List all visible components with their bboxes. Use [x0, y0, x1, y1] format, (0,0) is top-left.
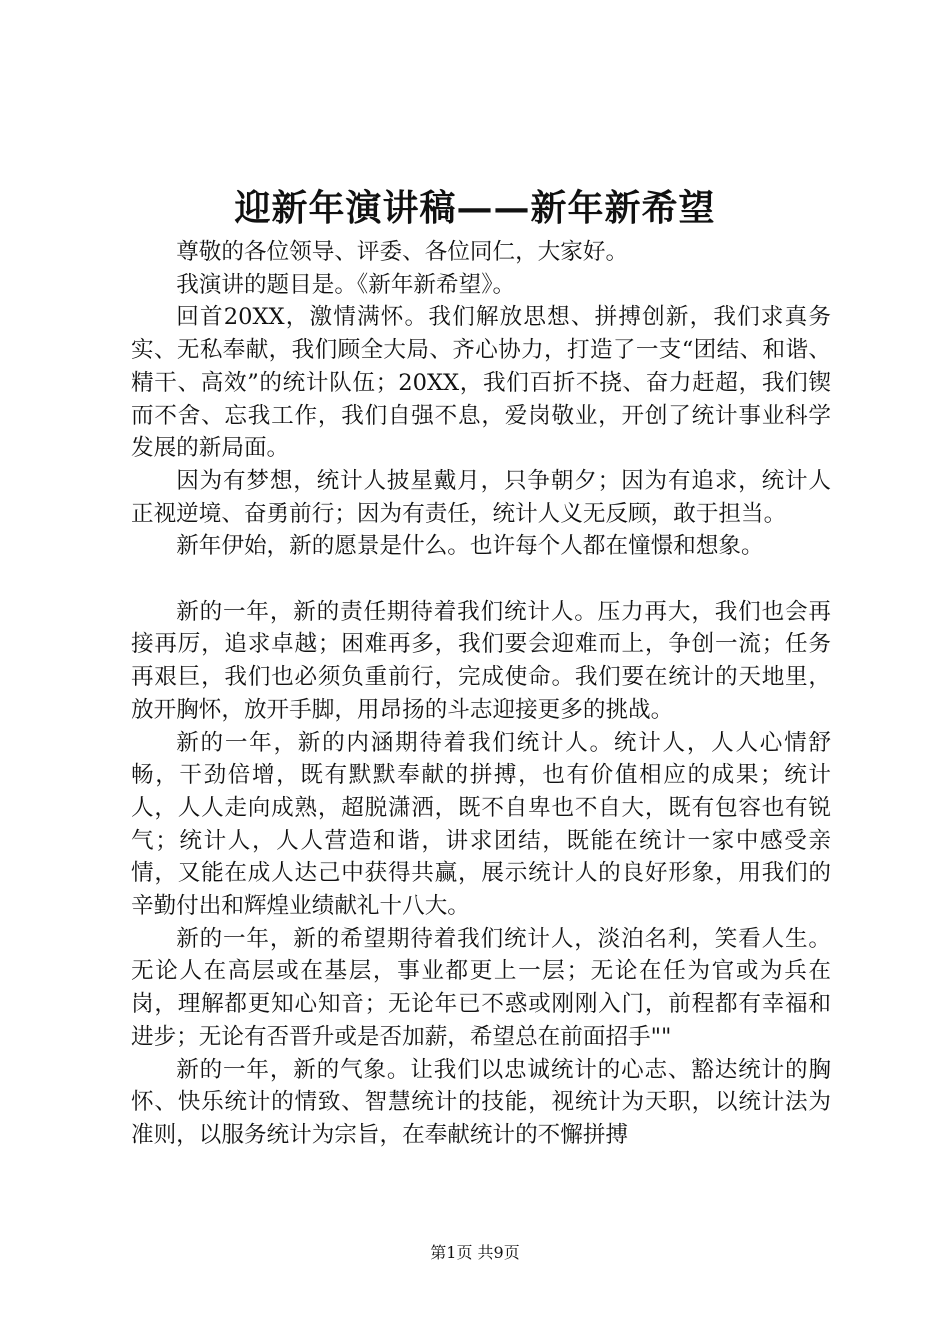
- document-title: 迎新年演讲稿——新年新希望: [234, 187, 716, 229]
- page-footer: 第1页 共9页: [430, 1243, 520, 1262]
- paragraph-dream: 因为有梦想，统计人披星戴月，只争朝夕；因为有追求，统计人正视逆境、奋勇前行；因为有责任，统计人义无反顾，敢于担当。: [131, 467, 831, 527]
- document-body: [131, 236, 831, 1152]
- paragraph-vision: 新年伊始，新的愿景是什么。也许每个人都在憧憬和想象。: [176, 533, 764, 560]
- paragraph-hope: 新的一年，新的希望期待着我们统计人，淡泊名利，笑看人生。无论人在高层或在基层，事业都更上一层；无论在任为官或为兵在岗，理解都更知心知音；无论年已不惑或刚刚入门，前程都有幸福和进步；无论有否晋升或是否加薪，希望总在前面招手"": [131, 925, 831, 1050]
- paragraph-topic: 我演讲的题目是。《新年新希望》。: [176, 271, 516, 298]
- paragraph-responsibility: 新的一年，新的责任期待着我们统计人。压力再大，我们也会再接再厉，追求卓越；困难再多，我们要会迎难而上，争创一流；任务再艰巨，我们也必须负重前行，完成使命。我们要在统计的天地里，放开胸怀，放开手脚，用昂扬的斗志迎接更多的挑战。: [131, 598, 831, 723]
- paragraph-greeting: 尊敬的各位领导、评委、各位同仁，大家好。: [176, 239, 629, 265]
- paragraph-review: 回首20XX，激情满怀。我们解放思想、拼搏创新，我们求真务实、无私奉献，我们顾全大局、齐心协力，打造了一支“团结、和谐、精干、高效”的统计队伍；20XX，我们百折不挠、奋力赶超，我们锲而不舍、忘我工作，我们自强不息，爱岗敬业，开创了统计事业科学发展的新局面。: [131, 304, 831, 462]
- paragraph-new-look: 新的一年，新的气象。让我们以忠诚统计的心志、豁达统计的胸怀、快乐统计的情致、智慧统计的技能，视统计为天职，以统计法为准则，以服务统计为宗旨，在奉献统计的不懈拼搏: [131, 1056, 831, 1148]
- paragraph-connotation: 新的一年，新的内涵期待着我们统计人。统计人，人人心情舒畅，干劲倍增，既有默默奉献的拼搏，也有价值相应的成果；统计人，人人走向成熟，超脱潇洒，既不自卑也不自大，既有包容也有锐气；统计人，人人营造和谐，讲求团结，既能在统计一家中感受亲情，又能在成人达己中获得共赢，展示统计人的良好形象，用我们的辛勤付出和辉煌业绩献礼十八大。: [131, 729, 831, 920]
